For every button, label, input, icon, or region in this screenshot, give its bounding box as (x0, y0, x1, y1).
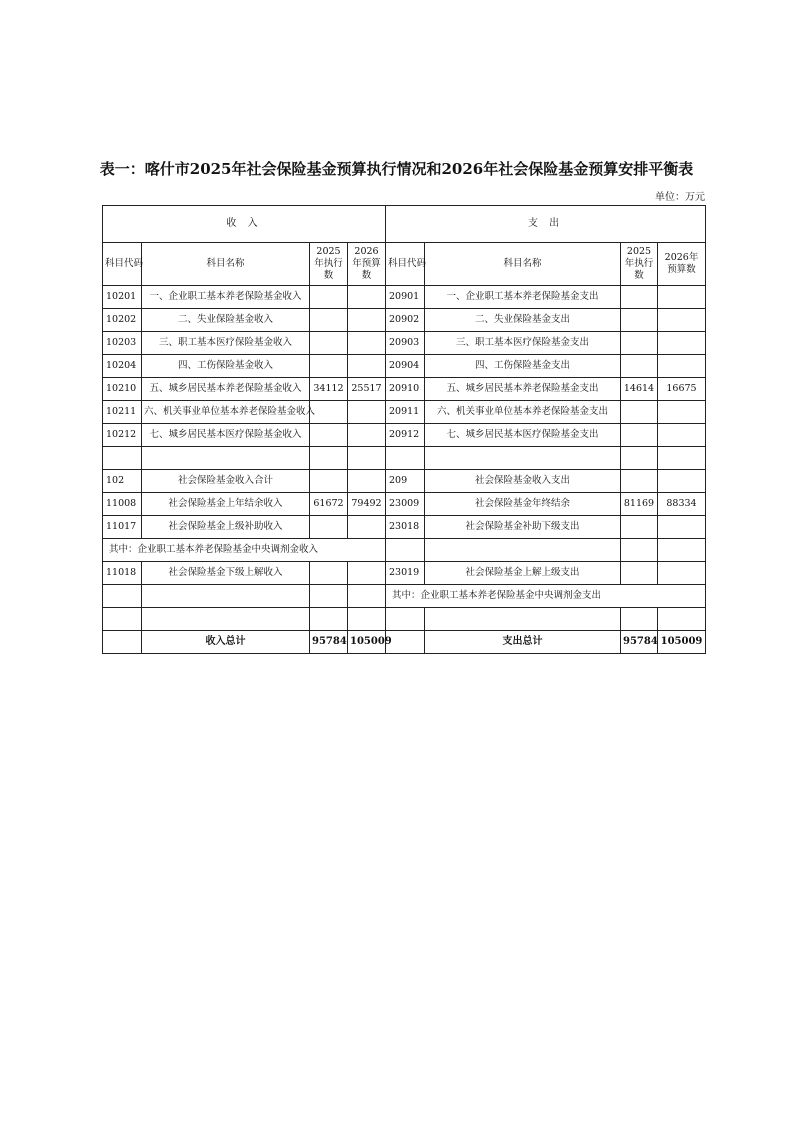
table-row (103, 562, 706, 585)
expense-exec-2025 (621, 539, 658, 562)
expense-budget-2026 (658, 539, 706, 562)
income-code (103, 631, 142, 654)
income-exec-2025 (310, 286, 348, 309)
expense-budget-2026 (658, 424, 706, 447)
table-row (103, 447, 706, 470)
income-budget-2026 (348, 401, 386, 424)
income-item-name: 六、机关事业单位基本养老保险基金收入 (142, 401, 310, 424)
income-budget-2026 (348, 470, 386, 493)
expense-code: 20911 (386, 401, 425, 424)
expense-exec-2025 (621, 332, 658, 355)
income-exec-2025 (310, 355, 348, 378)
expense-exec-2025 (621, 470, 658, 493)
income-item-name: 社会保险基金收入合计 (142, 470, 310, 493)
empty-cell (386, 608, 425, 631)
expense-item-name: 三、职工基本医疗保险基金支出 (425, 332, 621, 355)
col-expense-code: 科目代码 (386, 243, 425, 286)
expense-exec-2025 (621, 424, 658, 447)
column-header-row (103, 243, 706, 286)
col-income-code: 科目代码 (103, 243, 142, 286)
income-exec-2025 (310, 585, 348, 608)
empty-cell (103, 608, 142, 631)
table-row (103, 470, 706, 493)
empty-cell (658, 608, 706, 631)
income-item-name: 社会保险基金上级补助收入 (142, 516, 310, 539)
expense-budget-2026 (658, 332, 706, 355)
income-item-name: 五、城乡居民基本养老保险基金收入 (142, 378, 310, 401)
income-exec-2025 (310, 332, 348, 355)
income-budget-2026 (348, 562, 386, 585)
income-code: 10201 (103, 286, 142, 309)
empty-cell (142, 608, 310, 631)
expense-note: 其中：企业职工基本养老保险基金中央调剂金支出 (386, 585, 706, 608)
income-total-label: 收入总计 (142, 631, 310, 654)
expense-code: 20912 (386, 424, 425, 447)
table-row (103, 493, 706, 516)
income-code: 10212 (103, 424, 142, 447)
income-exec-2025 (310, 309, 348, 332)
expense-item-name: 五、城乡居民基本养老保险基金支出 (425, 378, 621, 401)
expense-item-name: 社会保险基金年终结余 (425, 493, 621, 516)
expense-exec-2025 (621, 401, 658, 424)
table-row (103, 286, 706, 309)
income-budget-2026 (348, 516, 386, 539)
expense-code: 20903 (386, 332, 425, 355)
totals-row (103, 631, 706, 654)
expense-item-name (425, 539, 621, 562)
income-code: 10211 (103, 401, 142, 424)
table-row (103, 608, 706, 631)
income-exec-2025 (310, 401, 348, 424)
income-item-name: 社会保险基金下级上解收入 (142, 562, 310, 585)
expense-code (386, 447, 425, 470)
expense-item-name: 社会保险基金补助下级支出 (425, 516, 621, 539)
table-row (103, 332, 706, 355)
income-exec-2025: 34112 (310, 378, 348, 401)
table-row (103, 309, 706, 332)
table-row (103, 424, 706, 447)
income-code: 102 (103, 470, 142, 493)
expense-budget-2026 (658, 447, 706, 470)
col-income-exec-2025: 2025年执行数 (310, 243, 348, 286)
expense-budget-2026: 16675 (658, 378, 706, 401)
income-code: 11017 (103, 516, 142, 539)
income-budget-2026: 25517 (348, 378, 386, 401)
expense-exec-2025 (621, 562, 658, 585)
income-budget-2026 (348, 447, 386, 470)
expense-total-2026: 105009 (658, 631, 706, 654)
income-code: 10202 (103, 309, 142, 332)
income-code: 11018 (103, 562, 142, 585)
expense-budget-2026 (658, 286, 706, 309)
expense-code: 209 (386, 470, 425, 493)
income-item-name: 七、城乡居民基本医疗保险基金收入 (142, 424, 310, 447)
expense-exec-2025 (621, 355, 658, 378)
income-item-name: 二、失业保险基金收入 (142, 309, 310, 332)
income-exec-2025 (310, 424, 348, 447)
income-code (103, 447, 142, 470)
balance-table (102, 205, 706, 654)
expense-budget-2026 (658, 355, 706, 378)
expense-budget-2026 (658, 516, 706, 539)
expense-section-header: 支 出 (386, 206, 706, 243)
expense-total-label: 支出总计 (425, 631, 621, 654)
col-income-budget-2026: 2026年预算数 (348, 243, 386, 286)
expense-budget-2026: 88334 (658, 493, 706, 516)
income-code (103, 585, 142, 608)
expense-exec-2025 (621, 309, 658, 332)
expense-exec-2025: 14614 (621, 378, 658, 401)
expense-code: 20910 (386, 378, 425, 401)
expense-code: 23009 (386, 493, 425, 516)
income-exec-2025 (310, 470, 348, 493)
empty-cell (425, 608, 621, 631)
income-note: 其中：企业职工基本养老保险基金中央调剂金收入 (103, 539, 386, 562)
income-exec-2025 (310, 447, 348, 470)
expense-item-name: 一、企业职工基本养老保险基金支出 (425, 286, 621, 309)
col-expense-budget-2026: 2026年预算数 (658, 243, 706, 286)
empty-cell (310, 608, 348, 631)
income-budget-2026 (348, 332, 386, 355)
table-row (103, 516, 706, 539)
expense-budget-2026 (658, 470, 706, 493)
income-item-name (142, 585, 310, 608)
income-item-name: 三、职工基本医疗保险基金收入 (142, 332, 310, 355)
income-code: 11008 (103, 493, 142, 516)
table-row (103, 355, 706, 378)
income-item-name: 社会保险基金上年结余收入 (142, 493, 310, 516)
expense-exec-2025 (621, 286, 658, 309)
income-total-2025: 95784 (310, 631, 348, 654)
expense-code: 20901 (386, 286, 425, 309)
expense-code: 23019 (386, 562, 425, 585)
income-budget-2026 (348, 585, 386, 608)
empty-cell (348, 608, 386, 631)
col-expense-name: 科目名称 (425, 243, 621, 286)
col-expense-exec-2025: 2025年执行数 (621, 243, 658, 286)
income-code: 10203 (103, 332, 142, 355)
unit-label: 单位：万元 (655, 192, 705, 203)
expense-code: 20904 (386, 355, 425, 378)
expense-item-name: 社会保险基金上解上级支出 (425, 562, 621, 585)
expense-item-name: 社会保险基金收入支出 (425, 470, 621, 493)
expense-code (386, 539, 425, 562)
expense-note-row (103, 585, 706, 608)
page-title: 表一：喀什市2025年社会保险基金预算执行情况和2026年社会保险基金预算安排平衡表 (99, 160, 694, 178)
income-item-name: 一、企业职工基本养老保险基金收入 (142, 286, 310, 309)
table-row (103, 401, 706, 424)
section-header-row (103, 206, 706, 243)
income-budget-2026 (348, 286, 386, 309)
expense-budget-2026 (658, 562, 706, 585)
empty-cell (621, 608, 658, 631)
table-row (103, 378, 706, 401)
income-code: 10210 (103, 378, 142, 401)
expense-item-name: 六、机关事业单位基本养老保险基金支出 (425, 401, 621, 424)
expense-exec-2025 (621, 447, 658, 470)
income-code: 10204 (103, 355, 142, 378)
expense-exec-2025: 81169 (621, 493, 658, 516)
income-exec-2025 (310, 562, 348, 585)
expense-total-2025: 95784 (621, 631, 658, 654)
expense-code: 20902 (386, 309, 425, 332)
income-budget-2026 (348, 355, 386, 378)
income-budget-2026 (348, 424, 386, 447)
income-item-name: 四、工伤保险基金收入 (142, 355, 310, 378)
income-note-row (103, 539, 706, 562)
expense-item-name (425, 447, 621, 470)
income-exec-2025: 61672 (310, 493, 348, 516)
income-exec-2025 (310, 516, 348, 539)
income-budget-2026 (348, 309, 386, 332)
income-section-header: 收 入 (103, 206, 386, 243)
expense-budget-2026 (658, 401, 706, 424)
income-budget-2026: 79492 (348, 493, 386, 516)
income-total-2026: 105009 (348, 631, 386, 654)
expense-item-name: 七、城乡居民基本医疗保险基金支出 (425, 424, 621, 447)
expense-code: 23018 (386, 516, 425, 539)
col-income-name: 科目名称 (142, 243, 310, 286)
expense-exec-2025 (621, 516, 658, 539)
income-item-name (142, 447, 310, 470)
expense-item-name: 四、工伤保险基金支出 (425, 355, 621, 378)
expense-item-name: 二、失业保险基金支出 (425, 309, 621, 332)
expense-budget-2026 (658, 309, 706, 332)
